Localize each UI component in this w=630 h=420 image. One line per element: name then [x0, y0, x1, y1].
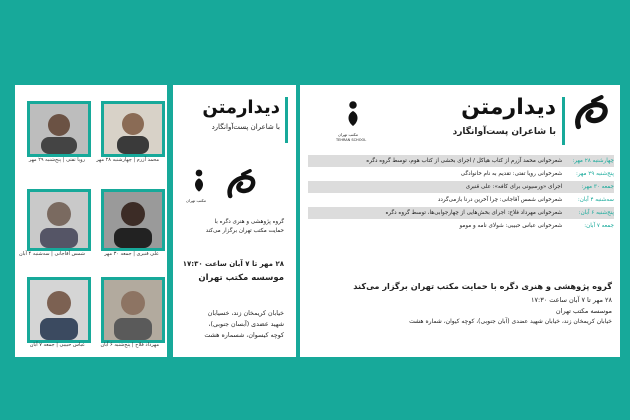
schedule-row	[308, 194, 614, 206]
photo-caption: عباس حبیبی | جمعه ۷ آبان	[29, 342, 85, 348]
venue: موسسه مکتب تهران	[555, 307, 612, 315]
photo-left-1	[27, 101, 91, 157]
schedule-day: پنج‌شنبه ۲۹ مهر:	[575, 171, 614, 177]
schedule-day: جمعه ۷ آبان:	[584, 223, 614, 229]
brand-subtitle: با شاعران پست‌آوانگارد	[211, 123, 280, 131]
schedule-text: اجرای «ورسیونی برای کافه»: علی قنبری	[465, 184, 563, 190]
title-accent-bar	[562, 97, 565, 145]
announcement: گروه پژوهشی و هنری دگره با حمایت مکتب تهران برگزار می‌کند	[353, 281, 612, 291]
schedule-day: چهارشنبه ۲۸ مهر:	[572, 158, 614, 164]
photo-caption: مهرداد فلاح | پنج‌شنبه ۶ آبان	[100, 342, 159, 348]
degare-logo-icon	[223, 169, 259, 205]
schedule-text: شعرخوانی محمد آزرم از کتاب هیاکل / اجرای بخشی از کتاب هوم، توسط گروه دگره	[366, 158, 563, 164]
tehran-school-logo-icon	[191, 167, 207, 195]
mid-dates: ۲۸ مهر تا ۷ آبان ساعت ۱۷:۳۰	[182, 260, 284, 268]
mid-venue: موسسه مکتب تهران	[198, 273, 284, 283]
photo-caption: محمد آزرم | چهارشنبه ۲۸ مهر	[96, 157, 159, 163]
photo-caption: علی قنبری | جمعه ۳۰ مهر	[104, 251, 159, 257]
photo-caption: رویا تفتی | پنج‌شنبه ۲۹ مهر	[28, 157, 85, 163]
schedule-text: شعرخوانی مهرداد فلاح: اجرای بخش‌هایی از چهارجوابی‌ها، توسط گروه دگره	[385, 210, 563, 216]
schedule-day: جمعه ۳۰ مهر:	[581, 184, 614, 190]
schedule-row	[308, 220, 614, 232]
tehran-school-label: مکتب تهران	[186, 198, 206, 203]
photo-right-3	[101, 277, 165, 343]
photo-left-2	[27, 189, 91, 251]
schedule-row	[308, 168, 614, 180]
tehran-school-logo-icon	[344, 99, 362, 129]
mid-address-line-2: شهید عضدی (آبسان جنوبی)،	[208, 321, 284, 328]
mid-announcement-line-2: حمایت مکتب تهران برگزار می‌کند	[205, 228, 284, 234]
brand-subtitle: با شاعران پست‌آوانگارد	[452, 127, 556, 137]
mid-address-line-1: خیابان کریمخان زند، خسیابان	[207, 310, 284, 317]
schedule-text: شعرخوانی شمس آقاجانی: چرا آخرین درنا بازمی‌گردد	[437, 197, 563, 203]
photo-right-2	[101, 189, 165, 251]
brand-title: دیدارمتن	[461, 95, 556, 120]
schedule-text: شعرخوانی عباس حبیبی: شولای نامه و مومو	[459, 223, 563, 229]
mid-announcement-line-1: گروه پژوهشی و هنری دگره با	[214, 219, 284, 225]
schedule-text: شعرخوانی رویا تفتی: تقدیم به نام خانوادگی	[460, 171, 563, 177]
middle-panel	[173, 85, 296, 357]
title-accent-bar	[285, 97, 288, 143]
brand-title: دیدارمتن	[202, 97, 280, 118]
address: خیابان کریمخان زند، خیابان شهید عضدی (آبان جنوبی)، کوچه کیوان، شماره هشت	[409, 318, 612, 325]
mid-address-line-3: کوچه کیسوان، شسماره هشت	[204, 332, 284, 339]
schedule-day: پنج‌شنبه ۶ آبان:	[578, 210, 614, 216]
schedule-day: سه‌شنبه ۴ آبان:	[577, 197, 614, 203]
dates: ۲۸ مهر تا ۷ آبان ساعت ۱۷:۳۰	[531, 296, 612, 304]
schedule-row	[308, 207, 614, 219]
degare-logo-icon	[570, 95, 612, 137]
tehran-school-label: مکتب تهران	[338, 132, 358, 137]
schedule-row	[308, 155, 614, 167]
photo-right-1	[101, 101, 165, 157]
schedule-row	[308, 181, 614, 193]
photo-caption: شمس آقاجانی | سه‌شنبه ۴ آبان	[18, 251, 85, 257]
photo-panel	[15, 85, 167, 357]
photo-left-3	[27, 277, 91, 343]
right-panel	[300, 85, 620, 357]
tehran-school-label-en: TEHRAN SCHOOL	[336, 138, 367, 142]
